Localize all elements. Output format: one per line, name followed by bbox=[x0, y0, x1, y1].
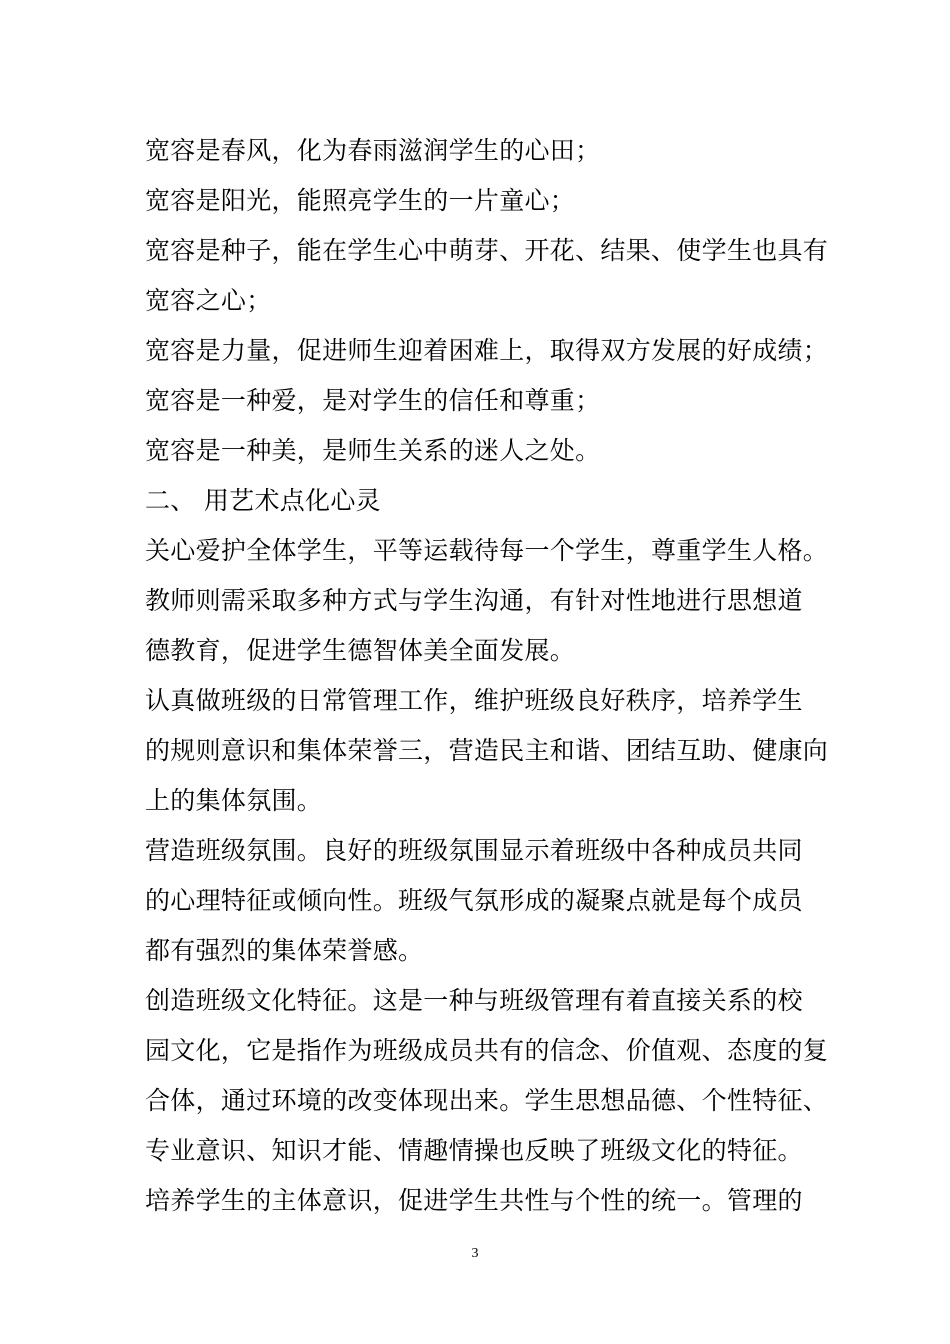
text-line: 上的集体氛围。 bbox=[145, 786, 323, 815]
section-heading: 二、 用艺术点化心灵 bbox=[145, 486, 381, 515]
document-body bbox=[145, 126, 829, 1226]
text-line: 创造班级文化特征。这是一种与班级管理有着直接关系的校 bbox=[145, 986, 803, 1015]
text-line: 宽容是阳光，能照亮学生的一片童心； bbox=[145, 186, 576, 215]
page-number: 3 bbox=[471, 1246, 479, 1261]
text-line: 德教育，促进学生德智体美全面发展。 bbox=[145, 636, 576, 665]
text-line: 认真做班级的日常管理工作，维护班级良好秩序，培养学生 bbox=[145, 686, 803, 715]
text-line: 宽容是一种爱，是对学生的信任和尊重； bbox=[145, 386, 601, 415]
text-line: 宽容是种子，能在学生心中萌芽、开花、结果、使学生也具有 bbox=[145, 236, 829, 265]
text-line: 培养学生的主体意识，促进学生共性与个性的统一。管理的 bbox=[145, 1186, 803, 1215]
text-line: 专业意识、知识才能、情趣情操也反映了班级文化的特征。 bbox=[145, 1136, 803, 1165]
text-line: 教师则需采取多种方式与学生沟通，有针对性地进行思想道 bbox=[145, 586, 803, 615]
text-line: 都有强烈的集体荣誉感。 bbox=[145, 936, 424, 965]
text-line: 的规则意识和集体荣誉三，营造民主和谐、团结互助、健康向 bbox=[145, 736, 829, 765]
text-line: 宽容是一种美，是师生关系的迷人之处。 bbox=[145, 436, 601, 465]
text-line: 宽容是春风，化为春雨滋润学生的心田； bbox=[145, 136, 601, 165]
text-line: 园文化，它是指作为班级成员共有的信念、价值观、态度的复 bbox=[145, 1036, 829, 1065]
text-line: 营造班级氛围。良好的班级氛围显示着班级中各种成员共同 bbox=[145, 836, 803, 865]
text-line: 宽容是力量，促进师生迎着困难上，取得双方发展的好成绩； bbox=[145, 336, 829, 365]
text-line: 宽容之心； bbox=[145, 286, 272, 315]
text-line: 的心理特征或倾向性。班级气氛形成的凝聚点就是每个成员 bbox=[145, 886, 803, 915]
text-line: 合体，通过环境的改变体现出来。学生思想品德、个性特征、 bbox=[145, 1086, 829, 1115]
text-line: 关心爱护全体学生，平等运载待每一个学生，尊重学生人格。 bbox=[145, 536, 829, 565]
